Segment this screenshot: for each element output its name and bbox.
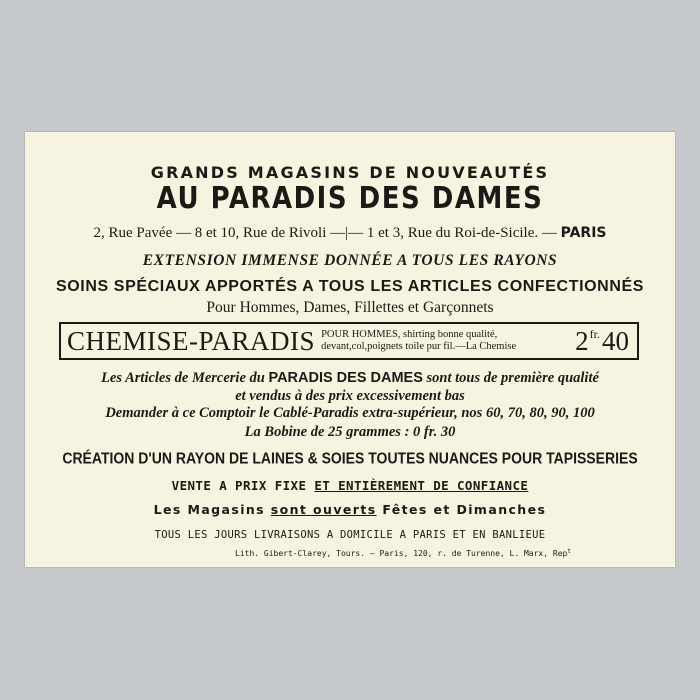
chemise-name: CHEMISE-PARADIS <box>67 325 316 356</box>
creation-line: CRÉATION D'UN RAYON DE LAINES & SOIES TOUTES NUANCES POUR TAPISSERIES <box>62 449 638 467</box>
mercerie-line2: et vendus à des prix excessivement bas <box>235 388 465 404</box>
chemise-desc-line1: POUR HOMMES, shirting bonne qualité, <box>321 329 498 340</box>
ouverture-part3: Fêtes et Dimanches <box>382 502 547 517</box>
ouverture-part1: Les Magasins <box>153 502 266 517</box>
chemise-price <box>575 326 629 357</box>
vente-part2: ET ENTIÈREMENT DE CONFIANCE <box>314 478 529 493</box>
chemise-desc-line2: devant,col,poignets toile pur fil.—La Chemise <box>321 341 517 352</box>
address: 2, Rue Pavée — 8 et 10, Rue de Rivoli —|— 1 et 3, Rue du Roi-de-Sicile. — <box>93 225 557 241</box>
chemise-description <box>321 329 575 353</box>
address-line <box>25 225 675 242</box>
price-unit: fr. <box>589 326 600 341</box>
livraison-line: TOUS LES JOURS LIVRAISONS A DOMICILE A PARIS ET EN BANLIEUE <box>154 529 546 541</box>
vente-line <box>25 478 675 493</box>
city: PARIS <box>560 225 607 241</box>
heading: GRANDS MAGASINS DE NOUVEAUTÉS <box>150 163 550 182</box>
imprint-line <box>235 548 571 558</box>
ouverture-part2: sont ouverts <box>270 502 377 517</box>
imprint: Lith. Gibert-Clarey, Tours. — Paris, 120, r. de Turenne, L. Marx, Rep <box>235 549 568 558</box>
vente-part1: VENTE A PRIX FIXE <box>171 478 307 493</box>
store-name: AU PARADIS DES DAMES <box>156 181 544 217</box>
trade-card <box>25 132 675 567</box>
mercerie-prefix: Les Articles de Mercerie du <box>101 370 265 386</box>
mercerie-brand: PARADIS DES DAMES <box>268 370 423 386</box>
extension-line: EXTENSION IMMENSE DONNÉE A TOUS LES RAYONS <box>142 252 558 269</box>
price-cents: 40 <box>602 325 629 356</box>
chemise-box <box>59 322 639 360</box>
audience-line: Pour Hommes, Dames, Fillettes et Garçonnets <box>206 299 494 316</box>
mercerie-line4: La Bobine de 25 grammes : 0 fr. 30 <box>244 424 456 440</box>
price-main: 2 <box>575 325 589 356</box>
mercerie-line <box>25 370 675 387</box>
mercerie-line3: Demander à ce Comptoir le Cablé-Paradis extra-supérieur, nos 60, 70, 80, 90, 100 <box>105 405 595 421</box>
soins-line: SOINS SPÉCIAUX APPORTÉS A TOUS LES ARTICLES CONFECTIONNÉS <box>55 278 645 295</box>
mercerie-suffix: sont tous de première qualité <box>426 370 599 386</box>
imprint-sup: t <box>567 548 571 555</box>
ouverture-line <box>25 502 675 517</box>
